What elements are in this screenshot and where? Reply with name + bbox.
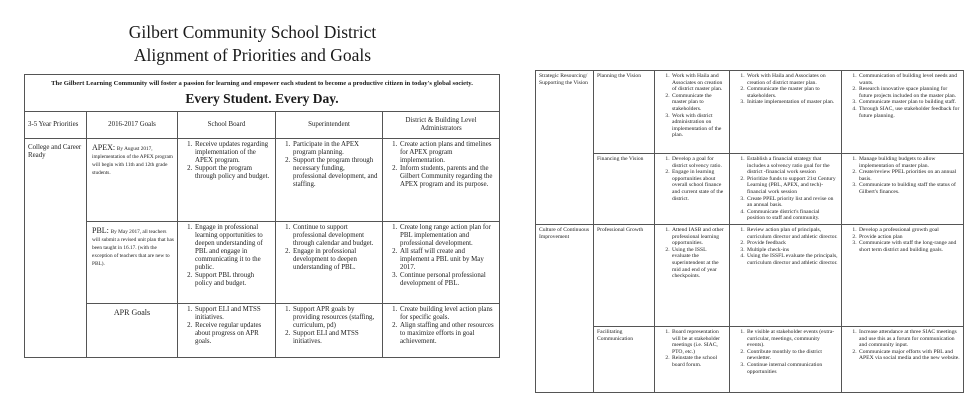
list-item: 3. Continue internal communication opportunities [746,362,838,375]
header-board: School Board [178,111,276,138]
list-item: 3. Create PPEL priority list and revise on an annual basis. [746,196,838,209]
list-item: 2. All staff will create and implement a PBL unit by May 2017. [399,248,496,272]
list-item: 2. Research innovative space planning for future projects included on the master plan. [858,86,960,99]
list-item: 2. Receive regular updates about progress on APR goals. [194,322,272,346]
goal-cell: Financing the Vision [594,154,655,225]
list-item: 2. Contribute monthly to the district newsletter. [746,349,838,362]
list-item: 3. Initiate implementation of master plan. [746,99,838,106]
list-item: 2. Engage in learning opportunities about overall school finance and current state of the district. [671,169,726,202]
list-item: 4. Using the ISSFL evaluate the principals, curriculum director and athletic director. [746,253,838,266]
board-cell [178,303,276,357]
list-item: 1. Work with Haila and Associates on creation of district master plan. [671,73,726,93]
list-item: 1. Board representation will be at stakeholder meetings (i.e. SIAC, PTO, etc.) [671,329,726,355]
table-row [536,154,964,225]
list-item: 3. Continue personal professional development of PBL. [399,272,496,288]
list-item: 2. Create/review PPEL priorities on an annual basis. [858,169,960,182]
list-item: 2. Align staffing and other resources to maximize efforts in goal achievement. [399,322,496,346]
list-item: 2. Support the program through necessary funding, professional development, and staffing. [292,157,379,189]
list-item: 2. Engage in professional development to deepen understanding of PBL. [292,248,379,272]
board-cell [655,71,730,154]
table-row [25,138,500,221]
list-item: 1. Continue to support professional development through calendar and budget. [292,224,379,248]
superintendent-cell [730,71,842,154]
goal-detail: By May 2017, all teachers will submit a revised unit plan that has been taught in 16.17. (with the exception of teachers that are new to PBL). [92,228,174,267]
list-item: 1. Create building level action plans for specific goals. [399,306,496,322]
list-item: 2. Using the ISSL evaluate the superintendent at the mid and end of year checkpoints. [671,247,726,280]
list-item: 1. Create long range action plan for PBL implementation and professional development. [399,224,496,248]
list-item: 2. Support PBL through policy and budget. [194,272,272,288]
table-row [536,71,964,154]
table-row [536,224,964,326]
goal-cell: Professional Growth [594,224,655,326]
goal-cell: Facilitating Communication [594,326,655,392]
list-item: 1. Increase attendance at three SIAC meetings and use this as a forum for communication and community input. [858,329,960,349]
list-item: 1. Communication of building level needs and wants. [858,73,960,86]
priority-cell: Strategic Resourcing/ Supporting the Vision [536,71,594,225]
goal-name: APEX: [92,142,116,152]
list-item: 1. Receive updates regarding implementation of the APEX program. [194,141,272,165]
header-priorities: 3-5 Year Priorities [25,111,87,138]
list-item: 1. Participate in the APEX program planning. [292,141,379,157]
mission-cell [25,75,500,112]
board-cell [655,224,730,326]
list-item: 2. Support the program through policy and budget. [194,165,272,181]
list-item: 2. Provide action plan [858,234,960,241]
district-cell [842,224,964,326]
list-item: 2. Provide feedback [746,240,838,247]
list-item: 3. Communicate to building staff the status of Gilbert's finances. [858,182,960,195]
header-goals: 2016-2017 Goals [87,111,178,138]
list-item: 1. Manage building budgets to allow implementation of master plan. [858,156,960,169]
list-item: 2. Communicate the master plan to stakeholders. [746,86,838,99]
list-item: 1. Develop a professional growth goal [858,227,960,234]
list-item: 3. Multiple check-ins [746,247,838,254]
superintendent-cell [276,303,383,357]
district-cell [383,303,500,357]
district-cell [842,154,964,225]
list-item: 3. Communicate with staff the long-range and short term district and building goals. [858,240,960,253]
goal-name: APR Goals [113,307,151,317]
list-item: 2. Prioritize funds to support 21st Century Learning (PBL, APEX, and tech)-financial work session [746,176,838,196]
mission-statement: The Gilbert Learning Community will foster a passion for learning and empower each student to become a productive citizen in today's global society. [51,80,473,87]
superintendent-cell [730,326,842,392]
list-item: 4. Communicate district's financial position to staff and community. [746,209,838,222]
goal-cell [87,221,178,303]
list-item: 2. Communicate the master plan to stakeholders. [671,93,726,113]
table-row [25,303,500,357]
right-page [535,70,966,380]
list-item: 4. Through SIAC, use stakeholder feedback for future planning. [858,106,960,119]
list-item: 1. Engage in professional learning opportunities to deepen understanding of PBL and engage in communicating it to the public. [194,224,272,273]
header-superintendent: Superintendent [276,111,383,138]
list-item: 1. Work with Haila and Associates on creation of district master plan. [746,73,838,86]
list-item: 1. Attend IASB and other professional learning opportunities. [671,227,726,247]
header-row [25,111,500,138]
list-item: 2. Communicate major efforts with PBL and APEX via social media and the new website. [858,349,960,362]
list-item: 1. Support APR goals by providing resources (staffing, curriculum, pd) [292,306,379,330]
list-item: 3. Work with district administration on implementation of the plan. [671,113,726,139]
header-district: District & Building Level Administrators [383,111,500,138]
district-cell [383,138,500,221]
priority-cell: College and Career Ready [25,138,87,357]
board-cell [655,154,730,225]
district-cell [842,71,964,154]
goal-cell: Planning the Vision [594,71,655,154]
board-cell [178,221,276,303]
table-row [536,326,964,392]
motto: Every Student. Every Day. [185,90,339,106]
list-item: 1. Create action plans and timelines for APEX program implementation. [399,141,496,165]
priority-cell: Culture of Continuous Improvement [536,224,594,392]
superintendent-cell [276,138,383,221]
superintendent-cell [276,221,383,303]
table-row [25,221,500,303]
list-item: 2. Support ELI and MTSS initiatives. [292,330,379,346]
goal-cell [87,138,178,221]
right-alignment-table [535,70,964,393]
document-subtitle: Alignment of Priorities and Goals [133,45,372,65]
superintendent-cell [730,154,842,225]
board-cell [178,138,276,221]
district-cell [842,326,964,392]
goal-detail: By August 2017, implementation of the APEX program will begin with 11th and 12th grade students. [92,145,173,176]
list-item: 1. Review action plan of principals, curriculum director and athletic director. [746,227,838,240]
goal-name: PBL: [92,225,109,235]
document-title: Gilbert Community School District [128,22,377,42]
list-item: 2. Inform students, parents and the Gilbert Community regarding the APEX program and its purpose. [399,165,496,189]
left-alignment-table [24,74,500,358]
superintendent-cell [730,224,842,326]
list-item: 1. Be visible at stakeholder events (extra-curricular, meetings, community events). [746,329,838,349]
list-item: 1. Establish a financial strategy that includes a solvency ratio goal for the district -financial work session [746,156,838,176]
list-item: 1. Develop a goal for district solvency ratio. [671,156,726,169]
board-cell [655,326,730,392]
list-item: 3. Communicate master plan to building staff. [858,99,960,106]
goal-cell [87,303,178,357]
list-item: 2. Reinstate the school board forum. [671,355,726,368]
list-item: 1. Support ELI and MTSS initiatives. [194,306,272,322]
district-cell [383,221,500,303]
